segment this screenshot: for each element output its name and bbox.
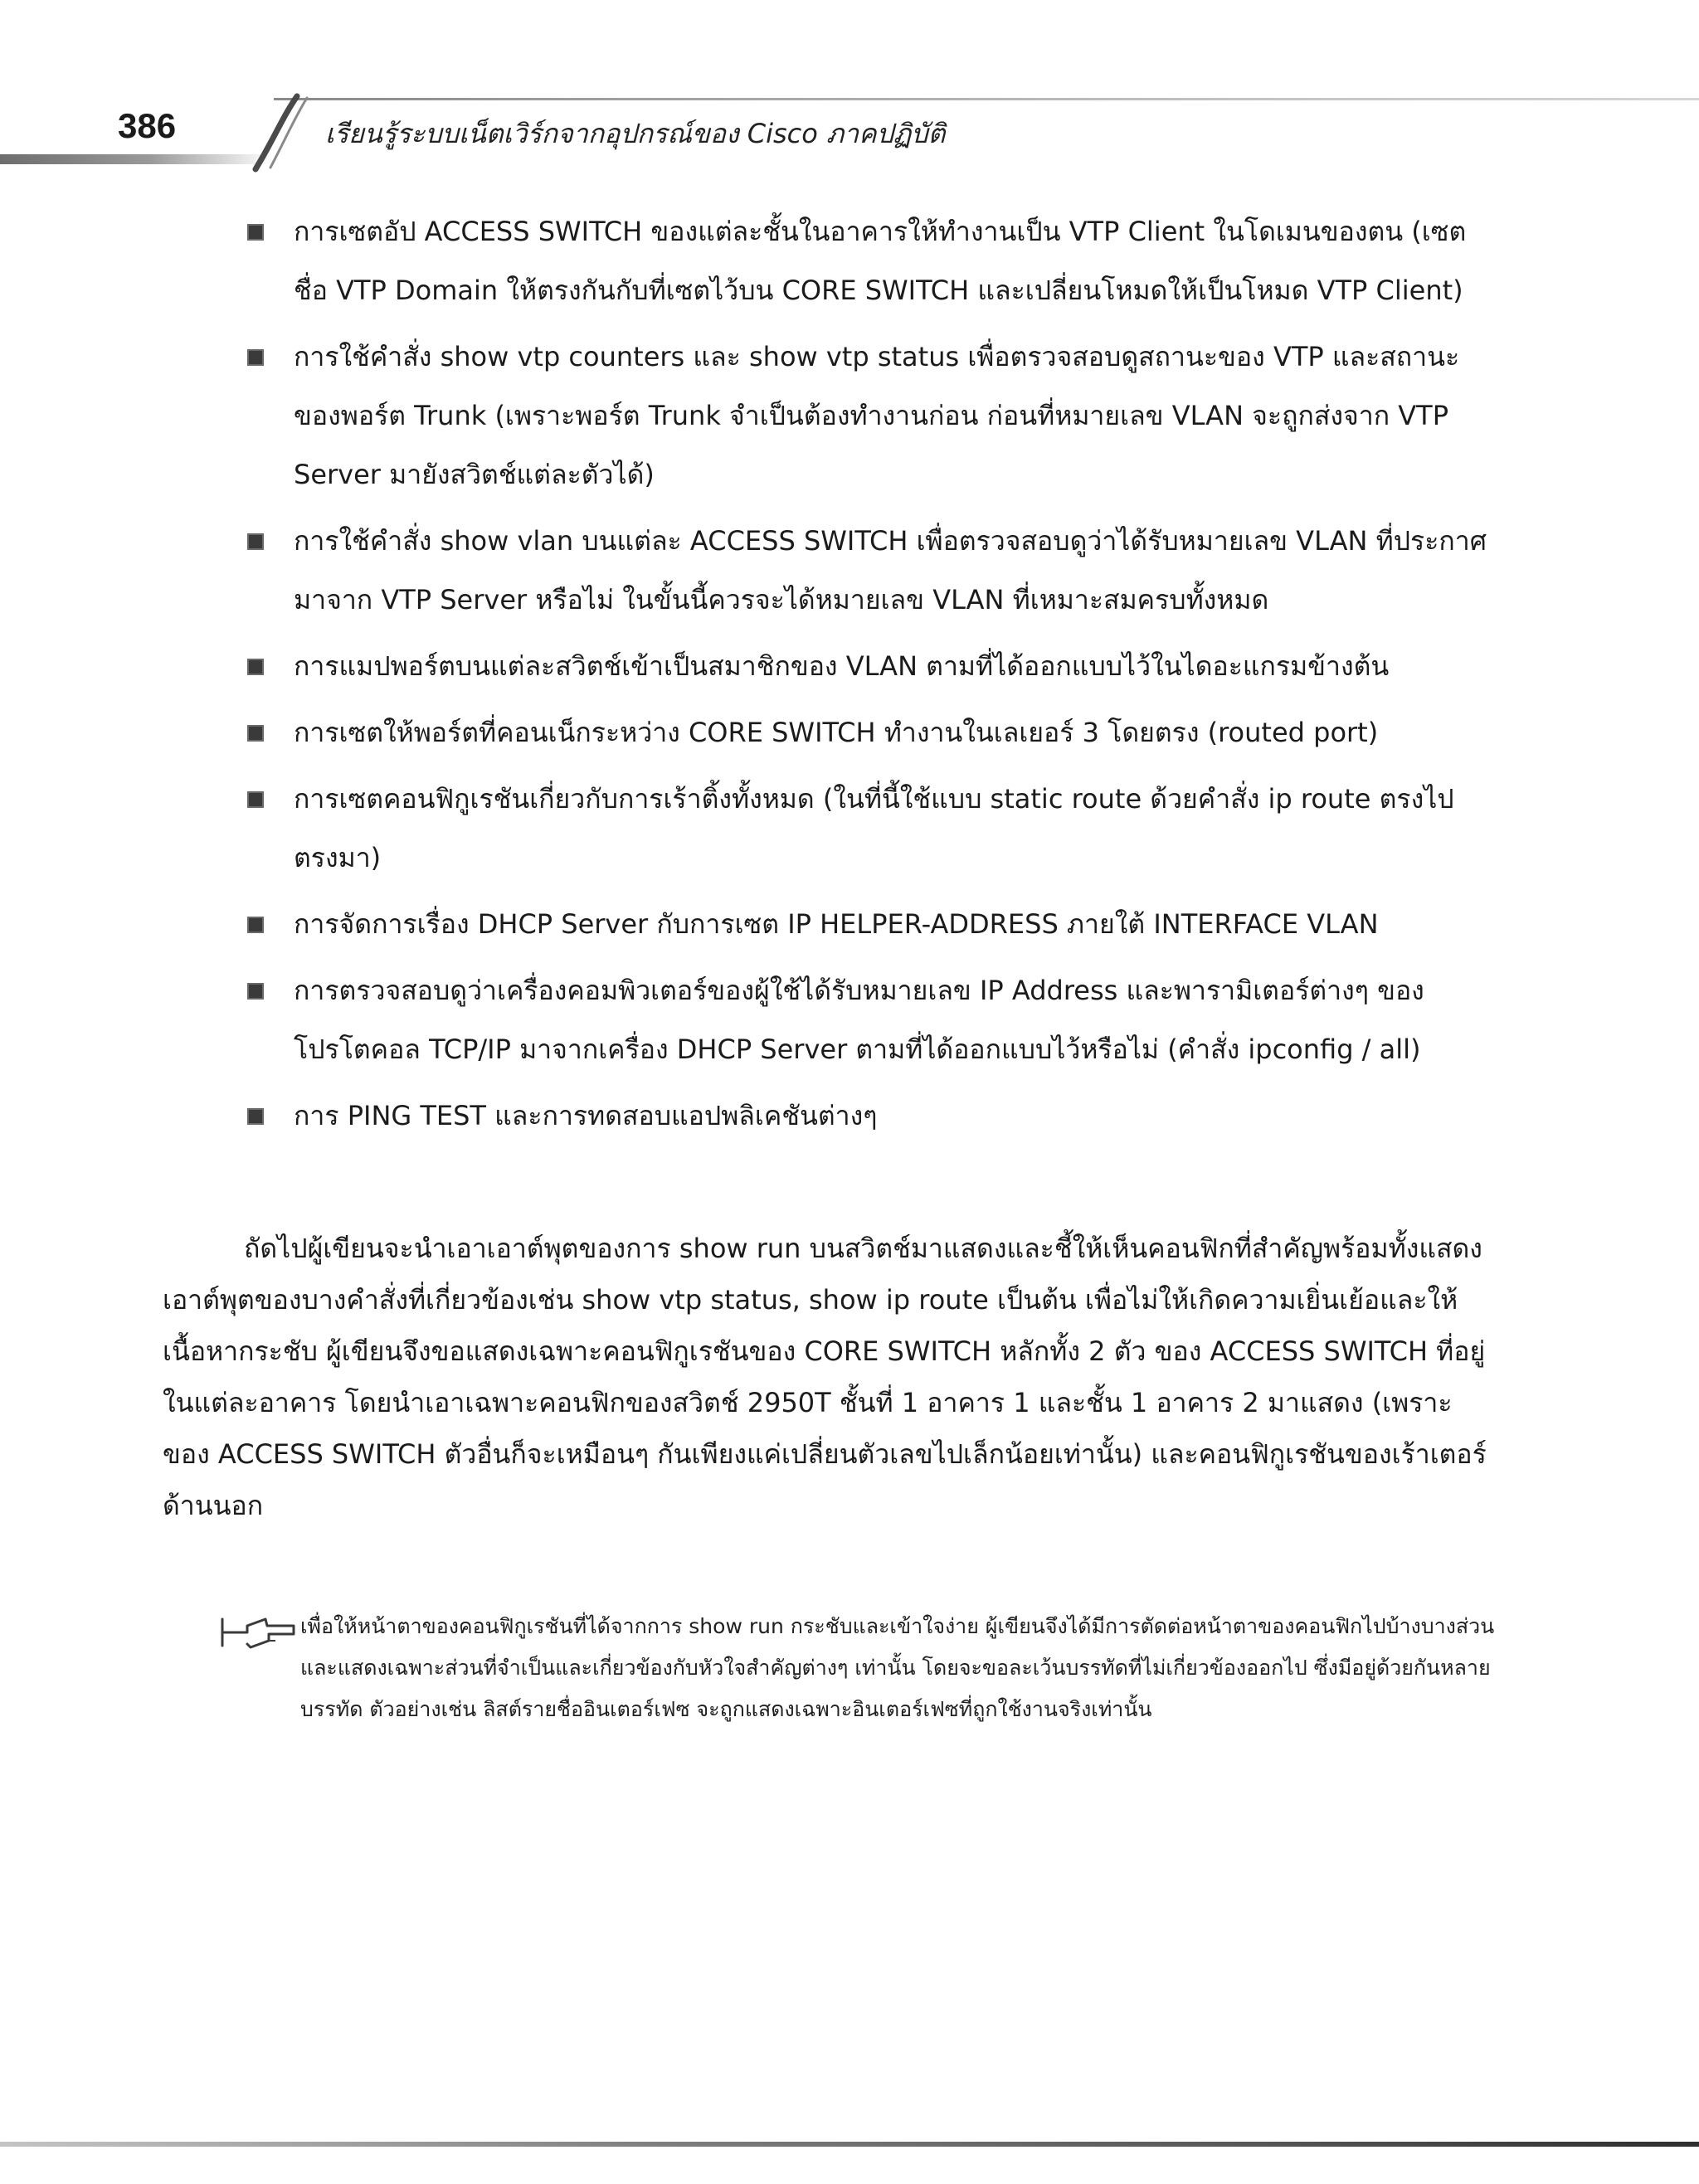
bullet-square-icon [247,791,264,808]
header-rule [274,98,1699,100]
header-swoosh-icon [249,93,315,173]
list-item-text: การเซตคอนฟิกูเรชันเกี่ยวกับการเร้าติ้งทั้งหมด (ในที่นี้ใช้แบบ static route ด้วยคำสั่ง ip route ตรงไปตรงมา) [294,783,1454,873]
bullet-square-icon [247,349,264,366]
list-item-text: การเซตอัป ACCESS SWITCH ของแต่ละชั้นในอาคารให้ทำงานเป็น VTP Client ในโดเมนของตน (เซตชื่อ VTP Domain ให้ตรงกันกับที่เซตไว้บน CORE SWITCH และเปลี่ยนโหมดให้เป็นโหมด VTP Client) [294,216,1467,306]
list-item [247,895,1492,954]
bullet-square-icon [247,917,264,933]
list-item [247,770,1492,888]
bullet-square-icon [247,725,264,742]
list-item [247,512,1492,630]
pointing-hand-icon [217,1608,297,1657]
footer-rule [0,2142,1699,2147]
bullet-square-icon [247,983,264,1000]
list-item [247,1087,1492,1146]
bullet-square-icon [247,224,264,241]
list-item-text: การตรวจสอบดูว่าเครื่องคอมพิวเตอร์ของผู้ใช้ได้รับหมายเลข IP Address และพารามิเตอร์ต่างๆ ของโปรโตคอล TCP/IP มาจากเครื่อง DHCP Server ตามที่ได้ออกแบบไว้หรือไม่ (คำสั่ง ipconfig / all) [294,975,1424,1065]
list-item-text: การเซตให้พอร์ตที่คอนเน็กระหว่าง CORE SWITCH ทำงานในเลเยอร์ 3 โดยตรง (routed port) [294,717,1379,748]
list-item-text: การจัดการเรื่อง DHCP Server กับการเซต IP HELPER-ADDRESS ภายใต้ INTERFACE VLAN [294,908,1379,940]
list-item [247,703,1492,762]
bullet-square-icon [247,659,264,675]
list-item-text: การ PING TEST และการทดสอบแอปพลิเคชันต่างๆ [294,1100,878,1131]
list-item [247,328,1492,504]
bullet-list [247,202,1492,1153]
page-number: 386 [118,106,177,145]
page-header [0,0,1699,182]
list-item [247,202,1492,320]
list-item-text: การใช้คำสั่ง show vlan บนแต่ละ ACCESS SWITCH เพื่อตรวจสอบดูว่าได้รับหมายเลข VLAN ที่ประกาศมาจาก VTP Server หรือไม่ ในขั้นนี้ควรจะได้หมายเลข VLAN ที่เหมาะสมครบทั้งหมด [294,525,1487,615]
list-item [247,637,1492,696]
header-bar [0,154,274,164]
list-item [247,961,1492,1079]
body-paragraph: ถัดไปผู้เขียนจะนำเอาเอาต์พุตของการ show run บนสวิตช์มาแสดงและชี้ให้เห็นคอนฟิกที่สำคัญพร้อมทั้งแสดงเอาต์พุตของบางคำสั่งที่เกี่ยวข้องเช่น show vtp status, show ip route เป็นต้น เพื่อไม่ให้เกิดความเยิ่นเย้อและให้เนื้อหากระชับ ผู้เขียนจึงขอแสดงเฉพาะคอนฟิกูเรชันของ CORE SWITCH หลักทั้ง 2 ตัว ของ ACCESS SWITCH ที่อยู่ในแต่ละอาคาร โดยนำเอาเฉพาะคอนฟิกของสวิตช์ 2950T ชั้นที่ 1 อาคาร 1 และชั้น 1 อาคาร 2 มาแสดง (เพราะของ ACCESS SWITCH ตัวอื่นก็จะเหมือนๆ กันเพียงแค่เปลี่ยนตัวเลขไปเล็กน้อยเท่านั้น) และคอนฟิกูเรชันของเร้าเตอร์ด้านนอก [163,1233,1487,1521]
list-item-text: การแมปพอร์ตบนแต่ละสวิตช์เข้าเป็นสมาชิกของ VLAN ตามที่ได้ออกแบบไว้ในไดอะแกรมข้างต้น [294,650,1390,682]
list-item-text: การใช้คำสั่ง show vtp counters และ show vtp status เพื่อตรวจสอบดูสถานะของ VTP และสถานะของพอร์ต Trunk (เพราะพอร์ต Trunk จำเป็นต้องทำงานก่อน ก่อนที่หมายเลข VLAN จะถูกส่งจาก VTP Server มายังสวิตช์แต่ละตัวได้) [294,341,1460,490]
note-text: เพื่อให้หน้าตาของคอนฟิกูเรชันที่ได้จากการ show run กระชับและเข้าใจง่าย ผู้เขียนจึงได้มีการตัดต่อหน้าตาของคอนฟิกไปบ้างบางส่วน และแสดงเฉพาะส่วนที่จำเป็นและเกี่ยวข้องกับหัวใจสำคัญต่างๆ เท่านั้น โดยจะขอละเว้นบรรทัดที่ไม่เกี่ยวข้องออกไป ซึ่งมีอยู่ด้วยกันหลายบรรทัด ตัวอย่างเช่น ลิสต์รายชื่ออินเตอร์เฟซ จะถูกแสดงเฉพาะอินเตอร์เฟซที่ถูกใช้งานจริงเท่านั้น [300,1614,1495,1721]
running-title: เรียนรู้ระบบเน็ตเวิร์กจากอุปกรณ์ของ Cisco ภาคปฏิบัติ [325,118,946,149]
bullet-square-icon [247,533,264,550]
bullet-square-icon [247,1108,264,1125]
